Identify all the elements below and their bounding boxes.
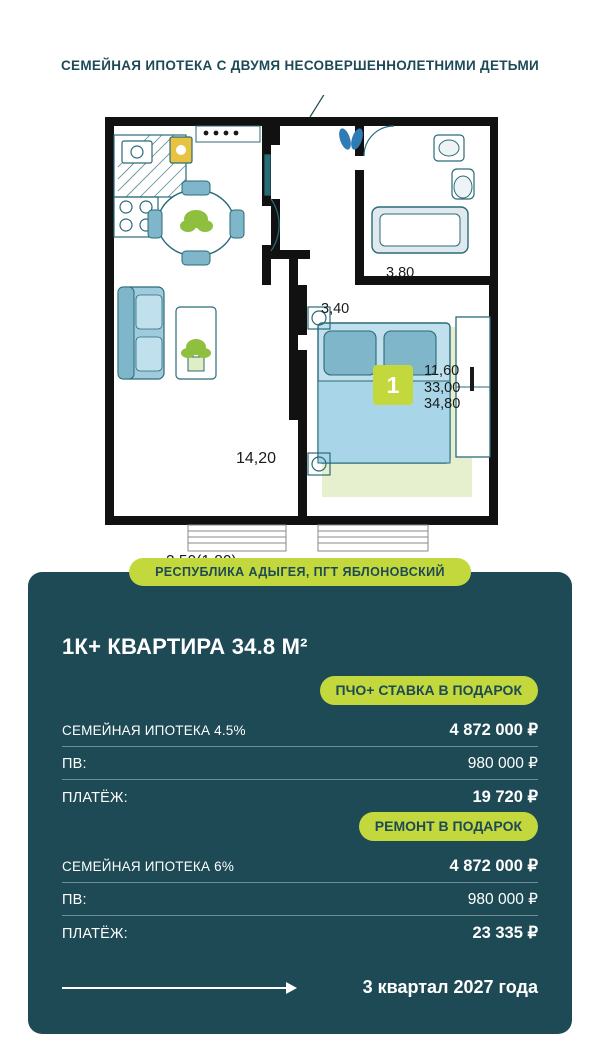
row-label: ПЛАТЁЖ:	[62, 790, 128, 806]
panel-footer	[62, 977, 538, 998]
offer-badge-1: ПЧО+ СТАВКА В ПОДАРОК	[320, 676, 539, 705]
row-label: СЕМЕЙНАЯ ИПОТЕКА 4.5%	[62, 723, 246, 738]
row-label: ПВ:	[62, 892, 87, 908]
offer-block-1	[62, 676, 538, 813]
offer-badge-2: РЕМОНТ В ПОДАРОК	[359, 812, 538, 841]
row-label: ПВ:	[62, 756, 87, 772]
dimension-hall: 3,40	[321, 301, 350, 317]
row-value: 19 720 ₽	[472, 788, 538, 806]
offer-rows-2	[62, 841, 538, 949]
row-value: 980 000 ₽	[467, 891, 538, 908]
floor-plan-drawing	[0, 95, 600, 565]
downpayment-row	[62, 746, 538, 779]
location-badge: РЕСПУБЛИКА АДЫГЕЯ, ПГТ ЯБЛОНОВСКИЙ	[129, 558, 471, 586]
floor-plan	[0, 95, 600, 565]
dimension-bathroom: 3,80	[386, 265, 415, 281]
page-title: СЕМЕЙНАЯ ИПОТЕКА С ДВУМЯ НЕСОВЕРШЕННОЛЕТНИМИ ДЕТЬМИ	[60, 58, 540, 73]
row-value: 980 000 ₽	[467, 755, 538, 772]
areas-block	[424, 363, 460, 413]
row-value: 4 872 000 ₽	[449, 857, 538, 875]
dimension-living: 14,20	[236, 450, 277, 467]
deadline-label: 3 квартал 2027 года	[362, 977, 538, 997]
area-line-3: 34,80	[424, 396, 461, 412]
row-value: 23 335 ₽	[472, 924, 538, 942]
area-line-1: 11,60	[424, 363, 460, 379]
apartment-title: 1К+ КВАРТИРА 34.8 М²	[62, 634, 308, 659]
area-line-2: 33,00	[424, 379, 461, 396]
offer-block-2	[62, 812, 538, 949]
row-label: ПЛАТЁЖ:	[62, 926, 128, 942]
payment-row	[62, 779, 538, 813]
arrow-icon	[62, 982, 297, 994]
row-label: СЕМЕЙНАЯ ИПОТЕКА 6%	[62, 859, 235, 874]
rooms-count-badge: 1	[373, 365, 413, 405]
offer-panel	[28, 565, 572, 1034]
payment-row	[62, 915, 538, 949]
offer-rows-1	[62, 705, 538, 813]
price-row	[62, 849, 538, 882]
row-value: 4 872 000 ₽	[449, 721, 538, 739]
price-row	[62, 713, 538, 746]
downpayment-row	[62, 882, 538, 915]
